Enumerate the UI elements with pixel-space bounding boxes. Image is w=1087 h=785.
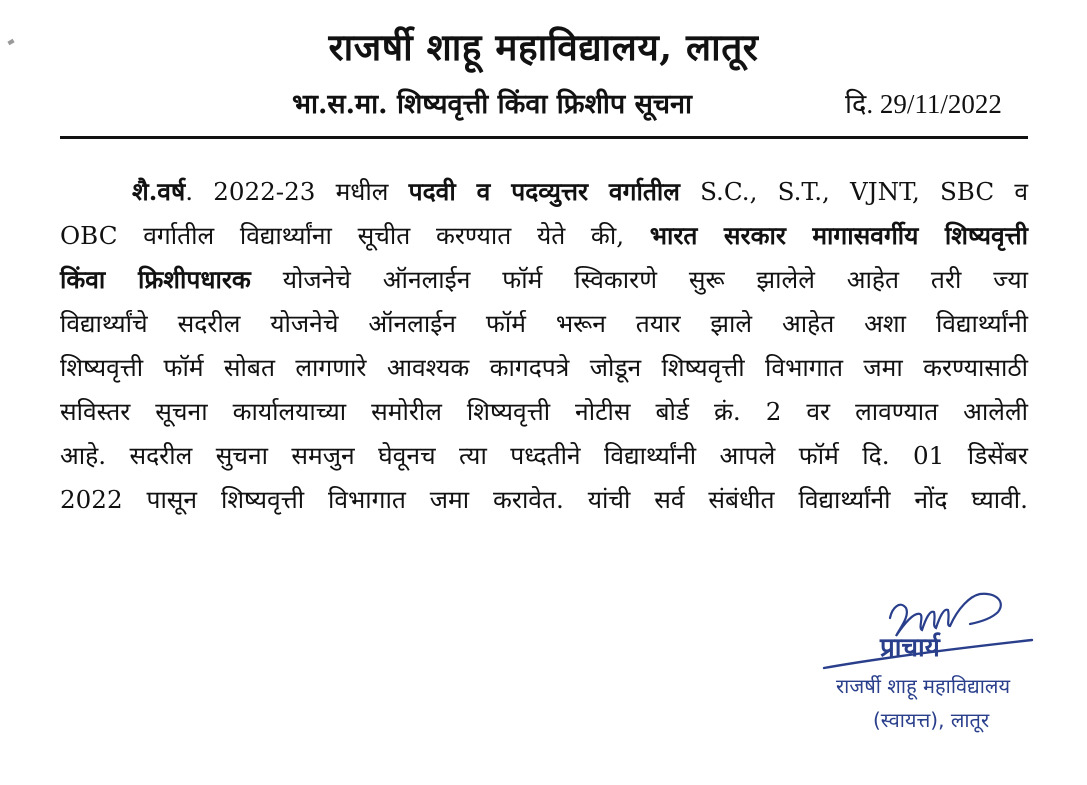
body-line [60,214,1028,258]
body-line [60,478,1028,522]
college-name-title: राजर्षी शाहू महाविद्यालय, लातूर [328,25,759,69]
principal-title: प्राचार्य [880,633,940,663]
notice-subtitle: भा.स.मा. शिष्यवृत्ती किंवा फ्रिशीप सूचना [292,89,693,120]
stamp-college-name: राजर्षी शाहू महाविद्यालय [836,674,1011,698]
body-line [60,170,1028,214]
body-line [60,302,1028,346]
body-line [60,434,1028,478]
header-divider [60,136,1028,139]
body-text: S.C., S.T., VJNT, SBC व [679,177,1029,206]
body-bold-text: पदवी व पदव्युत्तर वर्गातील [408,177,680,206]
body-line [60,346,1028,390]
notice-body [60,170,1028,522]
body-line [60,258,1028,302]
body-bold-text: शै.वर्ष [132,177,186,206]
body-text: 2022 पासून शिष्यवृत्ती विभागात जमा करावेत. यांची सर्व संबंधीत विद्यार्थ्यांनी नोंद घ्यावी. [60,485,1028,514]
body-text: आहे. सदरील सुचना समजुन घेवूनच त्या पध्दतीने विद्यार्थ्यांनी आपले फॉर्म दि. 01 डिसेंबर [60,441,1028,470]
notice-date: दि. 29/11/2022 [845,89,1002,119]
body-text: . 2022-23 मधील [185,177,409,206]
body-bold-text: किंवा फ्रिशीपधारक [60,265,251,294]
body-text: OBC वर्गातील विद्यार्थ्यांना सूचीत करण्यात येते की, [60,221,650,250]
stamp-college-location: (स्वायत्त), लातूर [873,708,990,732]
body-bold-text: भारत सरकार मागासवर्गीय शिष्यवृत्ती [649,221,1029,250]
body-text: शिष्यवृत्ती फॉर्म सोबत लागणारे आवश्यक कागदपत्रे जोडून शिष्यवृत्ती विभागात जमा करण्यासाठी [60,353,1028,382]
body-text: योजनेचे ऑनलाईन फॉर्म स्विकारणे सुरू झालेले आहेत तरी ज्या [250,265,1028,294]
body-text: सविस्तर सूचना कार्यालयाच्या समोरील शिष्यवृत्ती नोटीस बोर्ड क्रं. 2 वर लावण्यात आलेली [60,397,1028,426]
body-line [60,390,1028,434]
body-text: विद्यार्थ्यांचे सदरील योजनेचे ऑनलाईन फॉर्म भरून तयार झाले आहेत अशा विद्यार्थ्यांनी [60,309,1028,338]
